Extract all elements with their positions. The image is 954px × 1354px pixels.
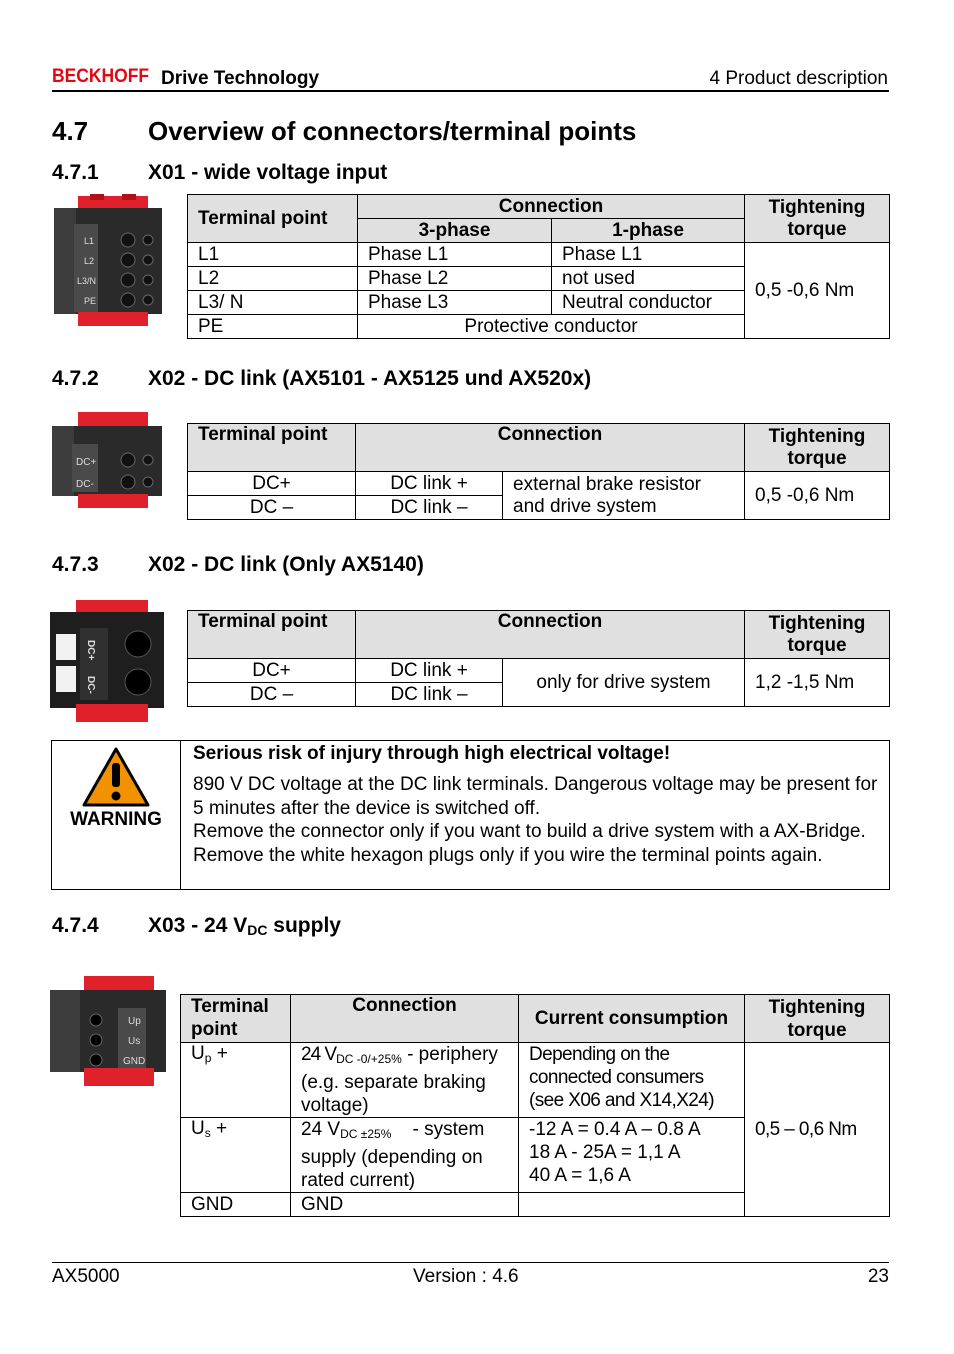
x02b-label-dcminus: DC- <box>85 676 96 694</box>
x01-label-pe: PE <box>84 296 97 306</box>
section-title: Overview of connectors/terminal points <box>148 116 637 146</box>
x03-header-current: Current consumption <box>519 995 745 1043</box>
x02b-torque: 1,2 -1,5 Nm <box>745 659 890 707</box>
cell: $U_p$ + <box>181 1043 291 1118</box>
cell: GND <box>181 1193 291 1217</box>
warning-triangle-icon <box>82 747 150 807</box>
footer-page-number: 23 <box>867 1266 889 1287</box>
x01-header-connection: Connection <box>358 195 745 219</box>
cell: DC link – <box>356 683 503 707</box>
warning-body <box>193 773 883 867</box>
footer-version: Version : 4.6 <box>413 1266 519 1287</box>
subsection-heading-x03 <box>52 914 341 938</box>
header-subtitle: Drive Technology <box>161 68 320 89</box>
cell: Protective conductor <box>358 315 745 339</box>
section-heading <box>52 116 636 147</box>
beckhoff-logo: BECKHOFF <box>52 66 150 87</box>
cell: -12 A = 0.4 A – 0.8 A 18 A - 25A = 1,1 A 40 A = 1,6 A <box>519 1118 745 1193</box>
x02b-connector-image <box>46 598 168 726</box>
warning-line: Remove the connector only if you want to build a drive system with a AX-Bridge. <box>193 821 866 843</box>
x02a-connector-image <box>48 408 166 512</box>
x02a-note: external brake resistor and drive system <box>503 472 745 520</box>
cell: $U_s$ + <box>181 1118 291 1193</box>
cell: Depending on the connected consumers (see X06 and X14,X24) <box>519 1043 745 1118</box>
table-row <box>188 472 890 496</box>
warning-icon-cell <box>52 741 181 889</box>
x02b-header-torque: Tightening torque <box>745 611 890 659</box>
cell: not used <box>552 267 745 291</box>
header-rule <box>52 90 889 92</box>
cell: Phase L1 <box>358 243 552 267</box>
x01-connector-image <box>50 194 166 330</box>
cell: DC link + <box>356 659 503 683</box>
x03-connector-image <box>48 974 168 1090</box>
x03-torque: 0,5 – 0,6 Nm <box>745 1043 890 1217</box>
subsection-number: 4.7.1 <box>52 161 99 184</box>
cell: 24 $V_{DC -0/+25\%}$ - periphery (e.g. separate braking voltage) <box>291 1043 519 1118</box>
subsection-title: X02 - DC link (Only AX5140) <box>148 553 424 576</box>
cell: L1 <box>188 243 358 267</box>
subsection-heading-x01 <box>52 161 387 185</box>
x02a-torque: 0,5 -0,6 Nm <box>745 472 890 520</box>
x02b-table <box>187 610 890 707</box>
cell: DC+ <box>188 659 356 683</box>
warning-line: 890 V DC voltage at the DC link terminals. Dangerous voltage may be present for 5 minutes after the device is switched off. <box>193 774 878 819</box>
x02a-table <box>187 423 890 520</box>
cell: Phase L3 <box>358 291 552 315</box>
x02a-header-terminal: Terminal point <box>188 424 356 472</box>
warning-box <box>51 740 890 890</box>
subscript: DC <box>247 922 268 938</box>
subsection-heading-x02b <box>52 553 424 577</box>
x03-header-terminal: Terminal point <box>181 995 291 1043</box>
x03-header-connection: Connection <box>291 995 519 1043</box>
cell: Neutral conductor <box>552 291 745 315</box>
cell: Phase L2 <box>358 267 552 291</box>
subsection-title-suffix: supply <box>267 914 341 937</box>
warning-line: Remove the white hexagon plugs only if you wire the terminal points again. <box>193 844 823 866</box>
x02b-header-connection: Connection <box>356 611 745 659</box>
x01-header-1phase: 1-phase <box>552 219 745 243</box>
x01-header-3phase: 3-phase <box>358 219 552 243</box>
warning-label: WARNING <box>70 809 162 830</box>
cell: 24 $V_{DC \pm 25\%}$ - system supply (depending on rated current) <box>291 1118 519 1193</box>
table-row <box>188 659 890 683</box>
footer-rule <box>52 1262 889 1263</box>
x02b-header-terminal: Terminal point <box>188 611 356 659</box>
x03-label-gnd: GND <box>123 1056 146 1067</box>
x03-label-us: Us <box>128 1036 141 1047</box>
x01-header-torque: Tightening torque <box>745 195 890 243</box>
x03-label-up: Up <box>128 1016 141 1027</box>
x01-label-l1: L1 <box>84 236 95 246</box>
x02b-note: only for drive system <box>503 659 745 707</box>
x03-header-torque: Tightening torque <box>745 995 890 1043</box>
subsection-number: 4.7.4 <box>52 914 99 937</box>
cell: DC+ <box>188 472 356 496</box>
x02a-label-dcplus: DC+ <box>76 457 97 468</box>
subsection-title: X03 - 24 V <box>148 914 248 937</box>
footer-product: AX5000 <box>52 1266 120 1287</box>
x01-torque: 0,5 -0,6 Nm <box>745 243 890 339</box>
cell: L2 <box>188 267 358 291</box>
table-row <box>188 243 890 267</box>
x01-label-l2: L2 <box>84 256 95 266</box>
subsection-title: X01 - wide voltage input <box>148 161 388 184</box>
subsection-heading-x02a <box>52 367 591 391</box>
cell: GND <box>291 1193 519 1217</box>
header-chapter: 4 Product description <box>709 68 888 89</box>
subsection-number: 4.7.2 <box>52 367 99 390</box>
cell: L3/ N <box>188 291 358 315</box>
x02a-header-connection: Connection <box>356 424 745 472</box>
x01-label-l3n: L3/N <box>77 276 97 286</box>
cell: Phase L1 <box>552 243 745 267</box>
x03-table <box>180 994 890 1217</box>
subsection-number: 4.7.3 <box>52 553 99 576</box>
section-number: 4.7 <box>52 116 89 146</box>
x02a-label-dcminus: DC- <box>76 479 94 490</box>
x01-table <box>187 194 890 339</box>
subsection-title: X02 - DC link (AX5101 - AX5125 und AX520x) <box>148 367 592 390</box>
cell <box>519 1193 745 1217</box>
cell: DC – <box>188 496 356 520</box>
cell: DC link + <box>356 472 503 496</box>
cell: DC link – <box>356 496 503 520</box>
x02a-header-torque: Tightening torque <box>745 424 890 472</box>
cell: DC – <box>188 683 356 707</box>
cell: PE <box>188 315 358 339</box>
warning-title: Serious risk of injury through high electrical voltage! <box>193 743 671 764</box>
x01-header-terminal: Terminal point <box>188 195 358 243</box>
table-row <box>181 1043 890 1118</box>
x02b-label-dcplus: DC+ <box>85 640 96 661</box>
